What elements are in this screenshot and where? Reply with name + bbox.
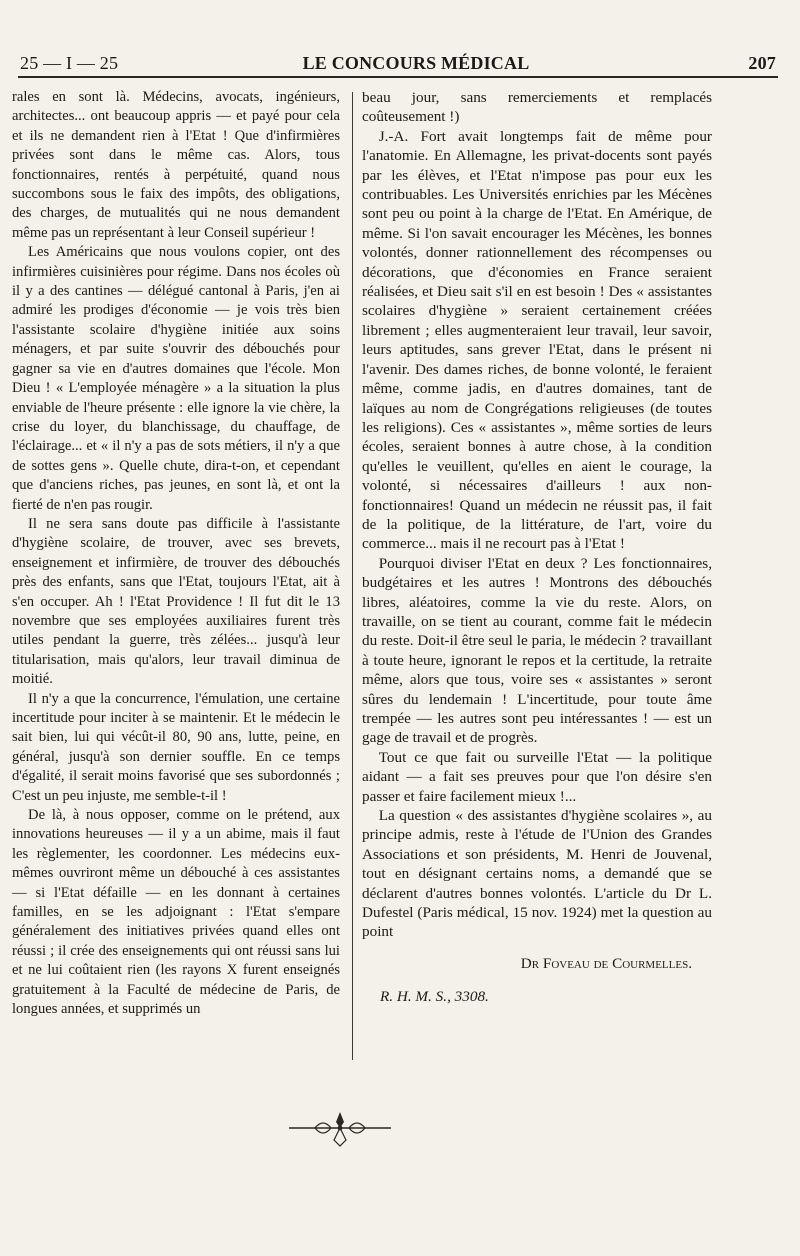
journal-title: LE CONCOURS MÉDICAL — [302, 53, 530, 73]
page-number: 207 — [748, 53, 776, 73]
page-header — [20, 44, 776, 74]
column-divider — [352, 92, 353, 1060]
left-column — [12, 88, 340, 1020]
paragraph: Tout ce que fait ou surveille l'Etat — la politique aidant — a fait ses preuves pour que l'on désire s'en passer et faire facilement mieux !... — [362, 748, 712, 805]
reference-code: R. H. M. S., 3308. — [380, 988, 489, 1006]
paragraph: Pourquoi diviser l'Etat en deux ? Les fonctionnaires, budgétaires et les autres ! Montrons des débouchés libres, aléatoires, comme la vie du reste. Alors, on travaille, on se tient au courant, comme fait le médecin du reste. Doit-il être seul le paria, le médecin ? travaillant à toute heure, ignorant le repos et la certitude, la retraite même, alors que tous, voire ses « assistantes » seront sûres du lendemain ! L'incertitude, pour toute âme trempée — les autres sont peu intéressantes ! — est un gage de travail et de progrès. — [362, 554, 712, 747]
paragraph: Il n'y a que la concurrence, l'émulation, une certaine incertitude pour inciter à se maintenir. Et le médecin le sait bien, lui qui vécût-il 80, 90 ans, lutte, peine, en général, jusqu'à son dernier souffle. En ce temps d'égalité, il serait moins favorisé que ses subordonnés ; C'est un peu injuste, me semble-t-il ! — [12, 690, 340, 804]
paragraph: Les Américains que nous voulons copier, ont des infirmières cuisinières pour régime. Dans nos écoles où il y a des cantines — délégué cantonal à Paris, j'en ai admiré les prodiges d'économie — je vois très bien l'assistante scolaire d'hygiène initiée aux soins ménagers, et par suite s'ouvrir des débouchés pour gagner sa vie en d'autres domaines que l'école. Mon Dieu ! « L'employée ménagère » a la situation la plus enviable de l'heure présente : elle ignore la vie chère, la crise du loyer, du blanchissage, du chauffage, de l'éclairage... et « il n'y a pas de sots métiers, il n'y a que de sottes gens ». Quelle chute, dira-t-on, et cependant que d'anciens riches, pas jeunes, en sont là, et ont la fierté de n'en pas rougir. — [12, 244, 340, 513]
paragraph: rales en sont là. Médecins, avocats, ingénieurs, architectes... ont beaucoup appris — et payé pour cela et ils ne demandent rien à l'Etat ! Que d'infirmières privées sont dans le même cas. Alors, tous fonctionnaires, rentés à perpétuité, quand nous succombons sous le faix des impôts, des obligations, des charges, de mutualités qui ne nous demandent même pas un représentant à leur Conseil supérieur ! — [12, 89, 340, 241]
paragraph: beau jour, sans remerciements et remplacés coûteusement !) — [362, 89, 712, 126]
issue-date: 25 — I — 25 — [20, 53, 119, 73]
paragraph: De là, à nous opposer, comme on le prétend, aux innovations heureuses — il y a un abime, mais il faut les règlementer, les coordonner. Les médecins eux-mêmes ouvriront même un débouché à ces assistantes — si l'Etat défaille — en les donnant à certaines familles, en se les adjoignant : l'Etat s'empare généralement des initiatives privées quand elles ont réussi ; il crée des enseignements qui ont réussi sans lui et ne lui coûtaient rien (les rayons X furent enseignés gratuitement à la Faculté de médecine de Paris, de longues années, et supprimés un — [12, 807, 340, 1018]
author-signature: Dr Foveau de Courmelles. — [520, 954, 692, 972]
right-column — [362, 88, 712, 1007]
paragraph: Il ne sera sans doute pas difficile à l'assistante d'hygiène scolaire, de trouver, avec ses brevets, enseignement et infirmière, de trouver des débouchés près des enfants, sans que l'Etat, toujours l'Etat, ait à s'en occuper. Ah ! l'Etat Providence ! Il fut dit le 13 novembre que ses employées auxiliaires furent très utiles pendant la guerre, très zélées... jusqu'à leur titularisation, mais qu'alors, leur travail diminua de moitié. — [12, 515, 340, 688]
paragraph: J.-A. Fort avait longtemps fait de même pour l'anatomie. En Allemagne, les privat-docents sont payés par les élèves, et l'Etat n'impose pas pour eux les contribuables. Les Universités enrichies par les Mécènes sont peu ou point à la charge de l'Etat. En Amérique, de même. Si l'on savait encourager les Mécènes, les bonnes volontés, donner rationnellement des récompenses ou décorations, que d'économies en France seraient réalisées, et Dieu sait s'il en est besoin ! Des « assistantes scolaires d'hygiène » seraient certainement créées librement ; elles augmenteraient leur travail, leur savoir, leurs aptitudes, sans grever l'Etat, dans le présent ni l'avenir. Des dames riches, de bonne volonté, le feraient même, comme jadis, en d'autres domaines, tant de laïques au nom de Congrégations religieuses (de toutes les religions). Ces « assistantes », même sorties de leurs écoles, seraient bonnes à autre chose, à la condition qu'elles le veuillent, qu'elles en aient le courage, la volonté, si nécessaires d'ailleurs ! aux non-fonctionnaires! Quand un médecin ne réussit pas, il fait de la politique, de la littérature, de l'art, voire du commerce... mais il ne recourt pas à l'Etat ! — [362, 127, 712, 553]
decorative-ornament-icon — [285, 1106, 395, 1150]
paragraph: La question « des assistantes d'hygiène scolaires », au principe admis, reste à l'étude de l'Union des Grandes Associations et son présidents, M. Henri de Jouvenal, tout en désignant certains noms, a demandé que se déclarent d'autres bonnes volontés. L'article du Dr L. Dufestel (Paris médical, 15 nov. 1924) met la question au point — [362, 807, 712, 941]
header-rule — [18, 76, 778, 78]
